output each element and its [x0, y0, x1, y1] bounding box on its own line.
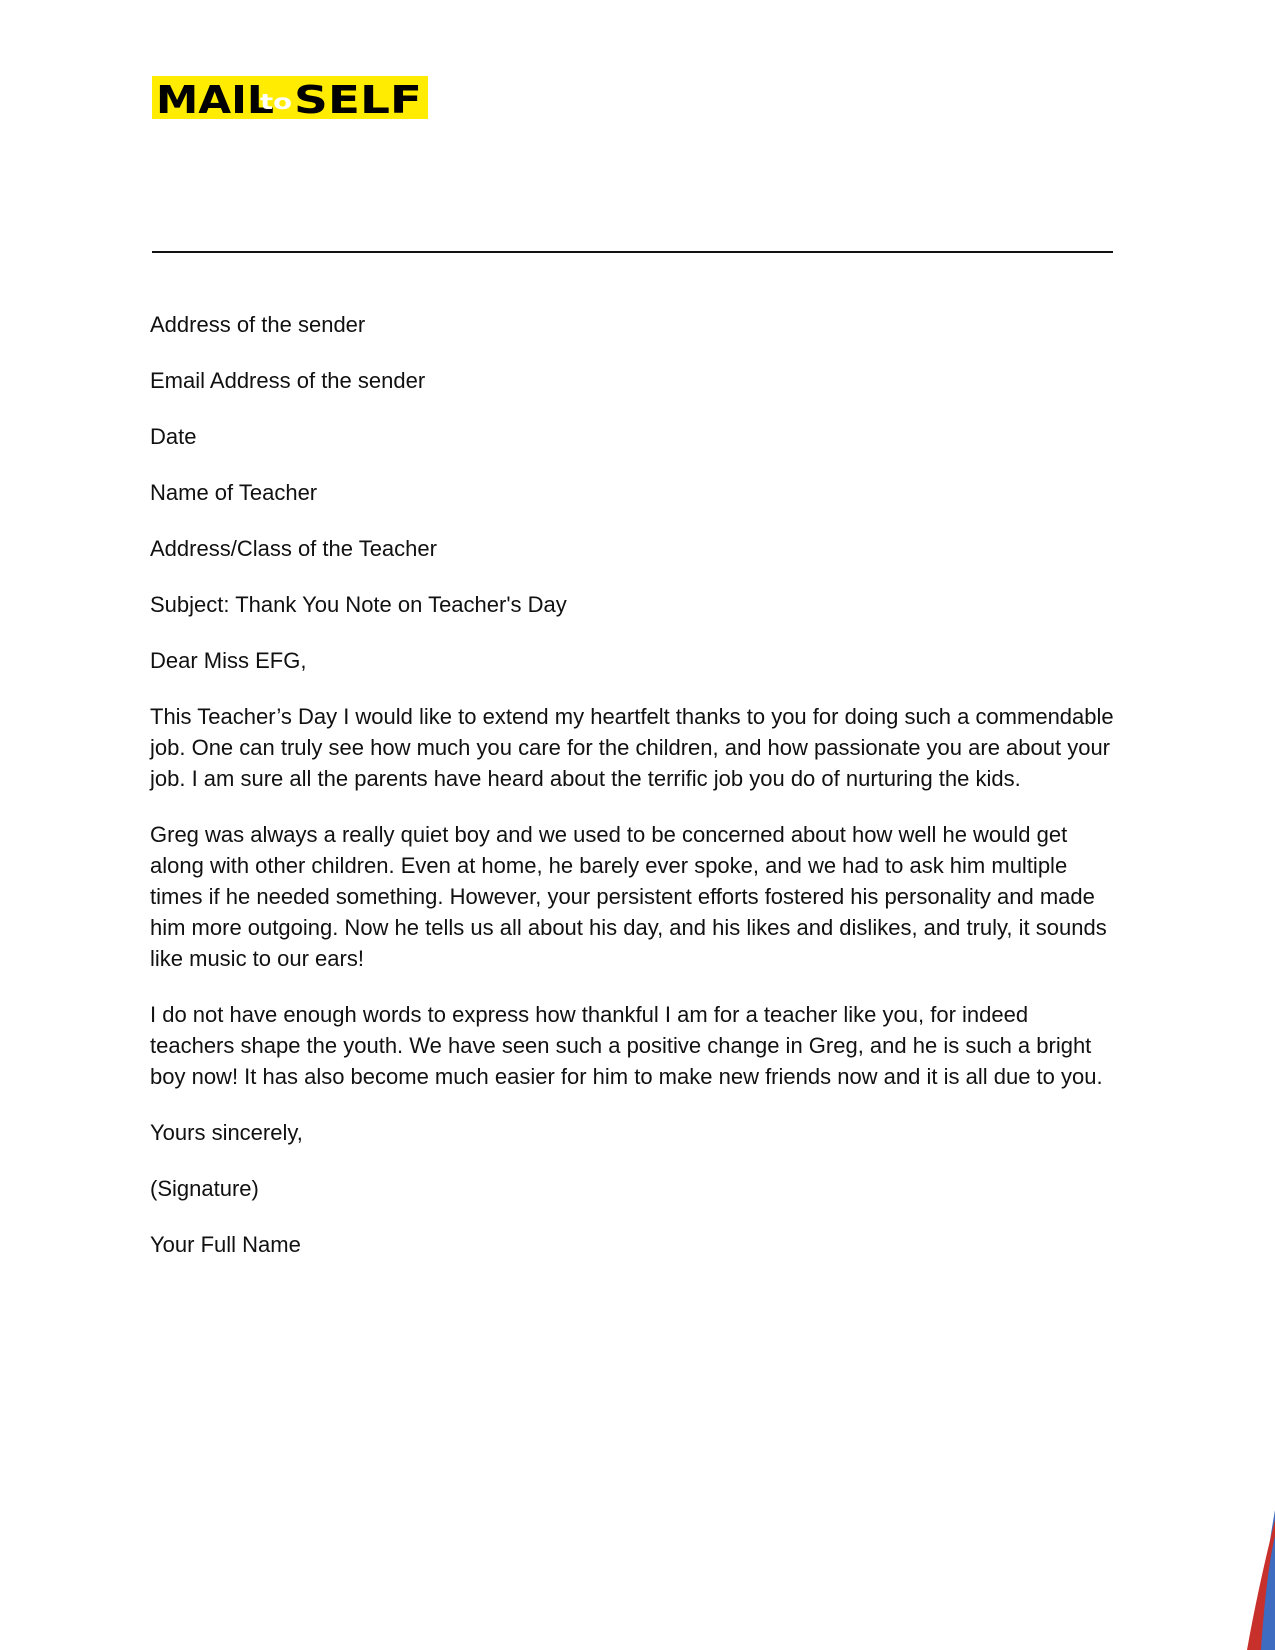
salutation: Dear Miss EFG, — [150, 648, 307, 673]
teacher-name: Name of Teacher — [150, 480, 318, 505]
full-name: Your Full Name — [150, 1232, 301, 1257]
logo-wordmark-icon — [152, 76, 428, 119]
header-divider — [152, 251, 1113, 253]
teacher-address: Address/Class of the Teacher — [150, 536, 437, 561]
body-paragraph-2: Greg was always a really quiet boy and we used to be concerned about how well he would get along with other children. Even at home, he barely ever spoke, and we had to ask him multiple times if he needed something. However, your persistent efforts fostered his personality and made him more outgoing. Now he tells us all about his day, and his likes and dislikes, and truly, it sounds like music to our ears! — [150, 822, 1107, 971]
letter-date: Date — [150, 424, 197, 449]
logo-text-to: to — [260, 90, 292, 114]
letter-body — [150, 309, 1115, 1285]
body-paragraph-1: This Teacher’s Day I would like to extend my heartfelt thanks to you for doing such a commendable job. One can truly see how much you care for the children, and how passionate you are about your job. I am sure all the parents have heard about the terrific job you do of nurturing the kids. — [150, 704, 1114, 791]
sender-email: Email Address of the sender — [150, 368, 426, 393]
logo-text-mail: MAIL — [156, 78, 274, 119]
sender-address: Address of the sender — [150, 312, 366, 337]
body-paragraph-3: I do not have enough words to express how thankful I am for a teacher like you, for indeed teachers shape the youth. We have seen such a positive change in Greg, and he is such a bright boy now! It has also become much easier for him to make new friends now and it is all due to you. — [150, 1002, 1103, 1089]
letter-subject: Subject: Thank You Note on Teacher's Day — [150, 592, 567, 617]
signature: (Signature) — [150, 1176, 259, 1201]
mail-to-self-logo — [152, 76, 428, 119]
logo-text-self: SELF — [294, 78, 422, 119]
corner-decoration-icon — [1215, 1510, 1275, 1650]
closing: Yours sincerely, — [150, 1120, 303, 1145]
